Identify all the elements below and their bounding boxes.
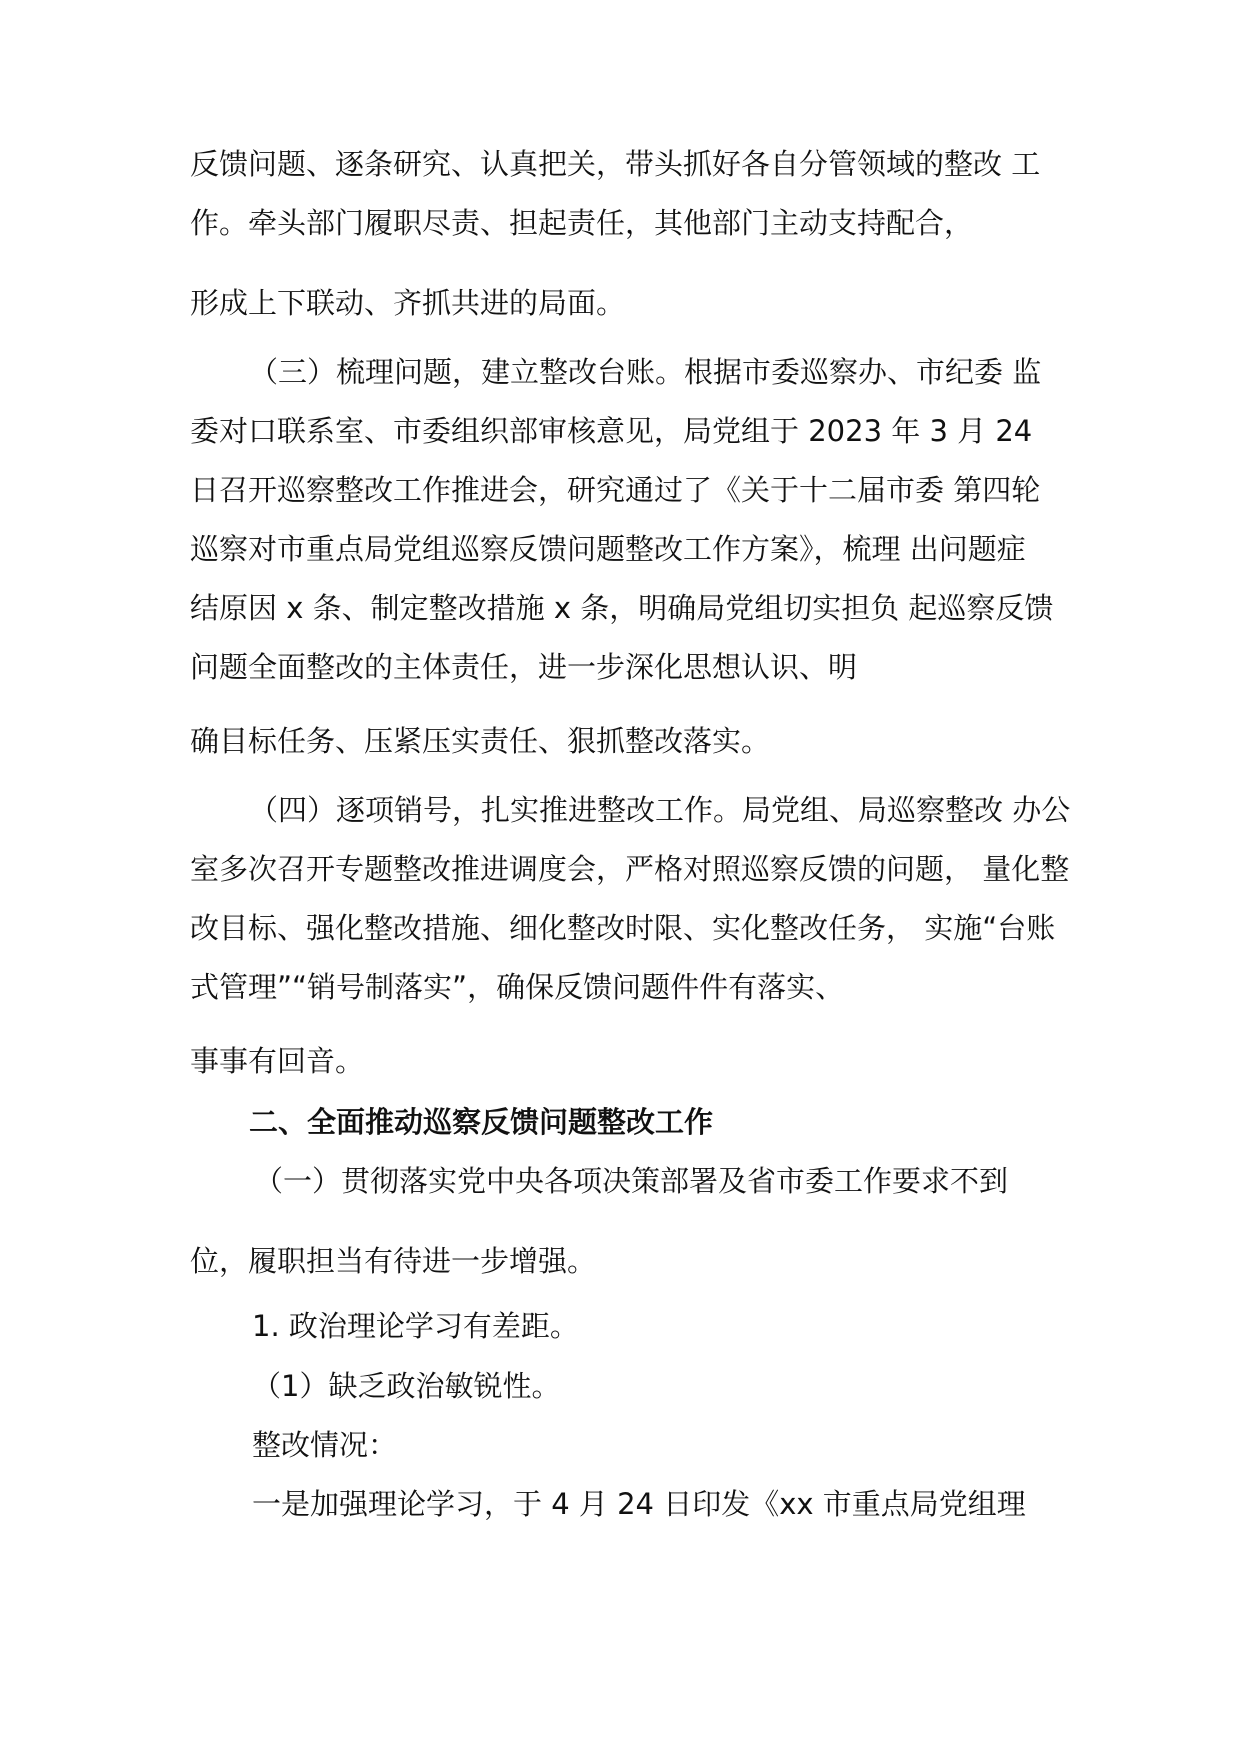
paragraph-line: 式管理”“销号制落实”，确保反馈问题件件有落实、	[190, 970, 845, 1004]
subsection-heading: （一）贯彻落实党中央各项决策部署及省市委工作要求不到	[254, 1164, 1009, 1198]
paragraph-line: 日召开巡察整改工作推进会，研究通过了《关于十二届市委 第四轮	[190, 473, 1041, 507]
paragraph-line: （三）梳理问题，建立整改台账。根据市委巡察办、市纪委 监	[249, 355, 1042, 389]
paragraph-line: 巡察对市重点局党组巡察反馈问题整改工作方案》，梳理 出问题症	[190, 532, 1026, 566]
section-heading: 二、全面推动巡察反馈问题整改工作	[249, 1105, 714, 1139]
paragraph-line: 改目标、强化整改措施、细化整改时限、实化整改任务， 实施“台账	[190, 911, 1056, 945]
paragraph-line: 问题全面整改的主体责任，进一步深化思想认识、明	[190, 650, 858, 684]
paragraph-line: 作。牵头部门履职尽责、担起责任，其他部门主动支持配合，	[190, 206, 974, 240]
paragraph-line: 形成上下联动、齐抓共进的局面。	[190, 286, 626, 320]
paragraph-line: （四）逐项销号，扎实推进整改工作。局党组、局巡察整改 办公	[249, 793, 1071, 827]
paragraph-line: 确目标任务、压紧压实责任、狠抓整改落实。	[190, 724, 771, 758]
numbered-subitem: （1）缺乏政治敏锐性。	[252, 1369, 561, 1403]
numbered-item: 1. 政治理论学习有差距。	[252, 1309, 579, 1343]
paragraph-line: 结原因 x 条、制定整改措施 x 条，明确局党组切实担负 起巡察反馈	[190, 591, 1054, 625]
paragraph-line: 反馈问题、逐条研究、认真把关，带头抓好各自分管领域的整改 工	[190, 147, 1041, 181]
paragraph-line: 位，履职担当有待进一步增强。	[190, 1244, 597, 1278]
paragraph-line: 事事有回音。	[190, 1044, 365, 1078]
paragraph-line: 委对口联系室、市委组织部审核意见，局党组于 2023 年 3 月 24	[190, 414, 1033, 448]
paragraph-line: 室多次召开专题整改推进调度会，严格对照巡察反馈的问题， 量化整	[190, 852, 1070, 886]
rectification-label: 整改情况：	[252, 1428, 398, 1462]
paragraph-line: 一是加强理论学习，于 4 月 24 日印发《xx 市重点局党组理	[252, 1487, 1026, 1521]
